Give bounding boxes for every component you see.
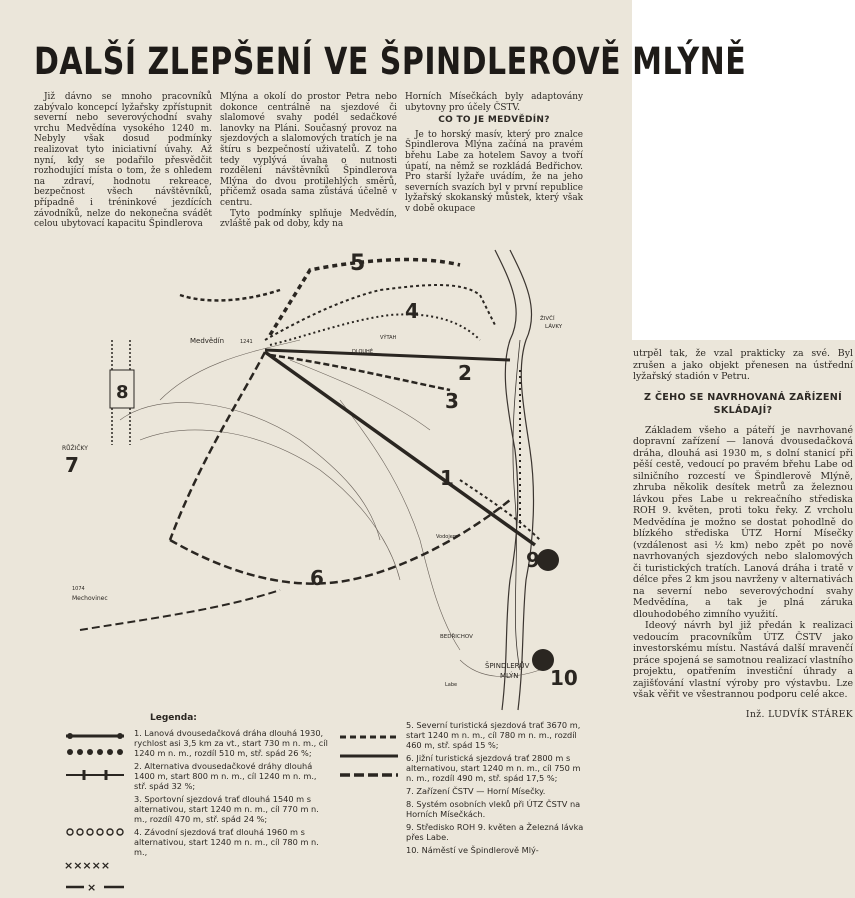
legend-item-9: 9. Středisko ROH 9. květen a Železná lávka přes Labe. [406, 822, 584, 842]
map-number-4: 4 [405, 299, 419, 323]
legend-item-7: 7. Zařízení ČSTV — Horní Mísečky. [406, 786, 546, 796]
label-vodojem: Vodojem [436, 534, 458, 540]
right-text-1: utrpěl tak, že vzal prakticky za své. Byl zrušen a jako objekt přenesen na ústřední lyžařský stadión v Petru. [633, 348, 853, 382]
label-mechovinec-altitude: 1074 [72, 586, 85, 592]
map-number-10: 10 [550, 666, 578, 690]
label-dlouhe: DLOUHÉ [352, 349, 373, 355]
article-column-3 [405, 92, 583, 215]
legend-symbol-7 [338, 731, 400, 743]
label-medvedin-altitude: 1241 [240, 339, 253, 345]
run-4-line [265, 285, 495, 340]
legend-item-6: 6. Jižní turistická sjezdová trať 2800 m s alternativou, start 1240 m n. m., cíl 750 m n. m., rozdíl 490 m, stř. spád 17,5 %; [406, 753, 581, 783]
lift-1-line [265, 352, 535, 545]
label-mlyn: MLÝN [500, 672, 519, 680]
label-lavky: LÁVKY [545, 324, 563, 330]
legend-symbol-8 [338, 750, 400, 762]
map-number-3: 3 [445, 389, 459, 413]
svg-text:×××××: ××××× [64, 859, 111, 871]
legend-symbol-2 [64, 746, 126, 758]
marker-9 [537, 549, 559, 571]
legend-symbol-3 [64, 769, 126, 781]
map-number-8: 8 [116, 382, 129, 403]
column-3-text: Horních Mísečkách byly adaptovány ubytovny pro účely ČSTV. [405, 92, 583, 113]
legend-item-3: 3. Sportovní sjezdová trať dlouhá 1540 m s alternativou, start 1240 m n. m., cíl 770 m n. m., rozdíl 470 m, stř. spád 24 %; [134, 794, 319, 824]
legend-item-5: 5. Severní turistická sjezdová trať 3670 m, start 1240 m n. m., cíl 780 m n. m., rozdíl 460 m, stř. spád 15 %; [406, 720, 581, 750]
legend-symbol-6 [64, 881, 126, 893]
map-number-7: 7 [65, 453, 79, 477]
map-number-6: 6 [310, 566, 324, 590]
label-bedrichov: BEDŘICHOV [440, 634, 473, 640]
contour-line [140, 430, 400, 580]
lift-2-line [265, 350, 510, 360]
legend-symbol-5 [64, 859, 126, 871]
run-6-branch [80, 590, 280, 630]
legend-title: Legenda: [150, 713, 197, 723]
column-3-text-2: Je to horský masív, který pro znalce Špindlerova Mlýna začíná na pravém břehu Labe za hotelem Savoy a tvoří úpatí, na němž se rozkládá Bedřichov. Pro starší lyžaře uvádím, že na jeho severních svazích byl v první republice lyžařský skokanský můstek, který však v době okupace [405, 129, 583, 214]
right-text-2: Základem všeho a páteří je navrhované dopravní zařízení — lanová dvousedačková dráha, dlouhá asi 1930 m, s dolní stanicí při pěší cestě, vedoucí po pravém břehu Labe od silničního rozcestí ve Špindlerově Mlýně, zhruba několik desítek metrů za železnou lávkou přes Labe u rekreačního střediska ROH 9. květen, proti toku řeky. Z vrcholu Medvědína je možno se dostat pohodlně do blízkého střediska ÚTZ Horní Mísečky (vzdálenost asi ½ km) nebo zpět po nově navrhovaných sjezdových nebo slalomových či turistických tratích. Lanová dráha i tratě v délce přes 2 km jsou navrženy v alternativách na severní nebo severovýchodní svahy Medvědína, a tak je plná záruka dlouhodobého zimního využití. [633, 424, 853, 620]
article-column-2 [220, 92, 397, 230]
column-1-text: Již dávno se mnoho pracovníků zabývalo koncepcí lyžařsky zpřístupnit severní nebo severovýchodní svahy vrchu Medvědína vysokého 1240 m. Nebyly však dosud podmínky realizovat tyto iniciativní úvahy. Až nyní, kdy se podařilo přesvědčit rozhodující místa o tom, že s ohledem na zdraví, hodnotu rekreace, bezpečnost všech návštěvníků, případně i tréninkové jezdících závodníků, nelze do nekonečna svádět celou ubytovací kapacitu Špindlerova [34, 92, 212, 230]
label-ruzicky: RŮŽIČKY [62, 445, 88, 452]
run-4-alt [270, 314, 480, 345]
contour-line [120, 403, 380, 540]
column-2-text-2: Tyto podmínky splňuje Medvědín, zvláště pak od doby, kdy na [220, 208, 397, 230]
article-right-column [633, 348, 853, 720]
headline: DALŠÍ ZLEPŠENÍ VE ŠPINDLEROVĚ MLÝNĚ [34, 40, 747, 84]
legend-item-8: 8. Systém osobních vleků při ÚTZ ČSTV na Horních Mísečkách. [406, 799, 581, 819]
river-bank-left [495, 250, 518, 710]
svg-text:×: × [87, 881, 97, 893]
legend-item-1: 1. Lanová dvousedačková dráha dlouhá 1930, rychlost asi 3,5 km za vt., start 730 m n. m., cíl 1240 m n. m., rozdíl 510 m, stř. spád 26 %; [134, 728, 328, 758]
run-1-alt [460, 480, 540, 540]
section-heading-medvedin: CO TO JE MEDVĚDÍN? [438, 115, 550, 126]
label-mechovinec: Mechovinec [72, 595, 108, 602]
map-number-1: 1 [440, 466, 454, 490]
article-column-1 [34, 92, 212, 230]
legend-symbol-4 [64, 826, 126, 838]
road-line [513, 340, 520, 670]
column-2-text: Mlýna a okolí do prostor Petra nebo dokonce centrálně na sjezdové či slalomové svahy podél sedačkové lanovky na Pláni. Současný provoz na sjezdových a slalomových tratích je na štíru s bezpečností uživatelů. Z toho tedy vyplývá úvaha o nutnosti rozdělení návštěvníků Špindlerova Mlýna do dvou protilehlých směrů, přičemž osada sama zůstává účelně v centru. [220, 92, 397, 208]
label-labe: Labe [445, 682, 458, 688]
map-number-5: 5 [350, 251, 366, 276]
legend-symbol-9 [338, 769, 400, 781]
label-zivci: ŽIVČÍ [540, 316, 555, 322]
ski-area-map [40, 240, 630, 715]
contour-line [340, 400, 460, 650]
label-vytah: VÝTAH [380, 335, 397, 341]
section-heading-zarizeni: Z ČEHO SE NAVRHOVANÁ ZAŘÍZENÍ SKLÁDAJÍ? [644, 391, 842, 416]
legend-symbol-1 [64, 730, 126, 742]
legend-right [406, 720, 584, 858]
legend-item-2: 2. Alternativa dvousedačkové dráhy dlouhá 1400 m, start 800 m n. m., cíl 1240 m n. m., stř. spád 32 %; [134, 761, 317, 791]
legend-left [134, 728, 330, 860]
legend-item-10: 10. Náměstí ve Špindlerově Mlý- [406, 845, 539, 855]
author-signature: Inž. LUDVÍK STÁREK [745, 708, 853, 720]
run-6-line [170, 352, 510, 584]
contour-line [160, 340, 300, 400]
right-text-3: Ideový návrh byl již předán k realizaci vedoucím pracovníkům ÚTZ ČSTV jako investorskému místu. Nastává další mravenčí práce spojená se samotnou realizací vlastního projektu, opatřením investiční úhrady a zajišťování vlastní výroby pro výstavbu. Lze však věřit ve všestrannou podporu celé akce. [633, 620, 853, 700]
label-spindleruv: ŠPINDLERŮV [485, 662, 530, 670]
label-medvedin: Medvědín [190, 337, 225, 345]
legend-item-4: 4. Závodní sjezdová trať dlouhá 1960 m s alternativou, start 1240 m n. m., cíl 780 m n. m., [134, 827, 319, 857]
run-5-branch [180, 290, 280, 300]
map-number-9: 9 [526, 548, 540, 572]
run-3-line [270, 355, 450, 390]
map-number-2: 2 [458, 361, 472, 385]
